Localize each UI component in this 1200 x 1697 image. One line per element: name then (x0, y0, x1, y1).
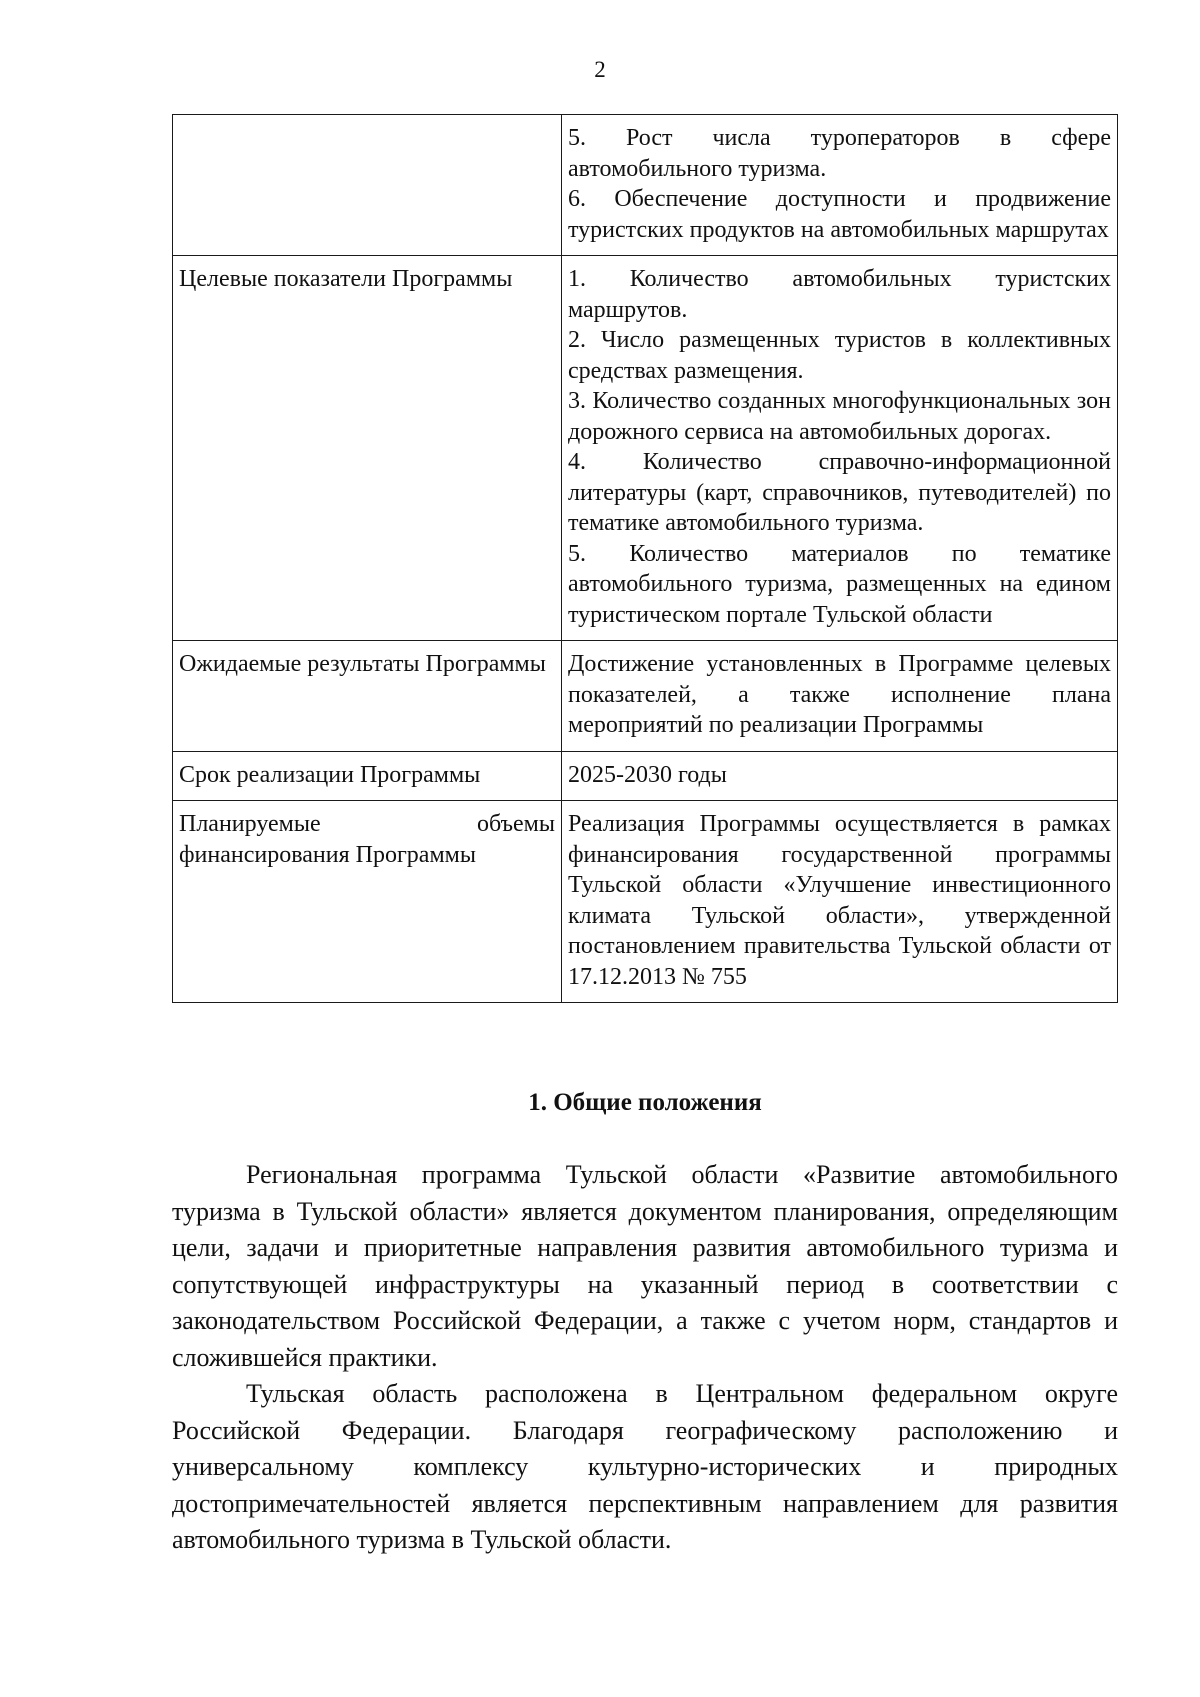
row-value-line: 3. Количество созданных многофункциональных зон дорожного сервиса на автомобильных дорогах. (568, 388, 1111, 445)
table-row (173, 641, 1118, 752)
row-value-line: 6. Обеспечение доступности и продвижение туристских продуктов на автомобильных маршрутах (568, 186, 1111, 243)
row-value (562, 256, 1118, 641)
paragraph: Тульская область расположена в Центральном федеральном округе Российской Федерации. Благодаря географическому расположению и универсальному комплексу культурно-исторических и природных достопримечательностей является перспективным направлением для развития автомобильного туризма в Тульской области. (172, 1379, 1118, 1554)
row-value (562, 801, 1118, 1003)
row-value (562, 115, 1118, 256)
row-label: Планируемые объемы финансирования Программы (173, 801, 562, 1003)
row-value (562, 641, 1118, 752)
row-label: Срок реализации Программы (173, 751, 562, 801)
row-value-line: Реализация Программы осуществляется в рамках финансирования государственной программы Тульской области «Улучшение инвестиционного климата Тульской области», утвержденной постановлением правительства Тульской области от 17.12.2013 № 755 (568, 811, 1111, 990)
row-value-line: 2025-2030 годы (568, 761, 727, 788)
row-value-line: 4. Количество справочно-информационной литературы (карт, справочников, путеводителей) по тематике автомобильного туризма. (568, 449, 1111, 536)
table-row (173, 751, 1118, 801)
table-row (173, 256, 1118, 641)
row-value-line: 1. Количество автомобильных туристских маршрутов. (568, 266, 1111, 323)
row-label (173, 115, 562, 256)
row-value-line: Достижение установленных в Программе целевых показателей, а также исполнение плана мероприятий по реализации Программы (568, 651, 1111, 738)
row-value-line: 5. Рост числа туроператоров в сфере автомобильного туризма. (568, 125, 1111, 182)
table-row (173, 801, 1118, 1003)
paragraph: Региональная программа Тульской области «Развитие автомобильного туризма в Тульской области» является документом планирования, определяющим цели, задачи и приоритетные направления развития автомобильного туризма и сопутствующей инфраструктуры на указанный период в соответствии с законодательством Российской Федерации, а также с учетом норм, стандартов и сложившейся практики. (172, 1160, 1118, 1372)
row-value-line: 2. Число размещенных туристов в коллективных средствах размещения. (568, 327, 1111, 384)
section-body (172, 1157, 1118, 1559)
program-passport-table (172, 114, 1118, 1003)
table-row (173, 115, 1118, 256)
page-number: 2 (594, 57, 606, 82)
row-value (562, 751, 1118, 801)
row-label: Целевые показатели Программы (173, 256, 562, 641)
row-label: Ожидаемые результаты Программы (173, 641, 562, 752)
section-heading: 1. Общие положения (528, 1089, 762, 1116)
row-value-line: 5. Количество материалов по тематике автомобильного туризма, размещенных на едином туристическом портале Тульской области (568, 540, 1111, 628)
